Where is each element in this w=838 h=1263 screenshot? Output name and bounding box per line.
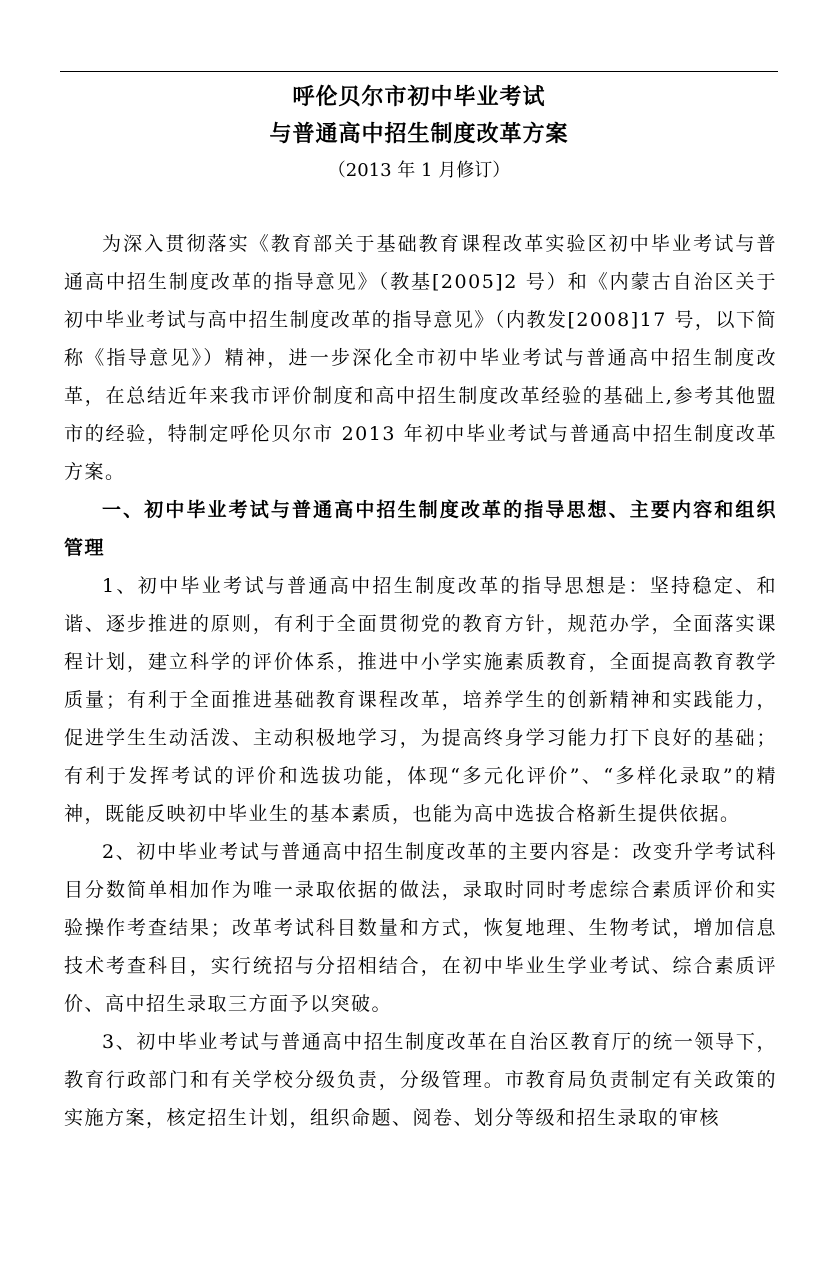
item-1-paragraph: 1、初中毕业考试与普通高中招生制度改革的指导思想是：坚持稳定、和谐、逐步推进的原则，有利于全面贯彻党的教育方针，规范办学，全面落实课程计划，建立科学的评价体系，推进中小学实施素质教育，全面提高教育教学质量；有利于全面推进基础教育课程改革，培养学生的创新精神和实践能力，促进学生生动活泼、主动积极地学习，为提高终身学习能力打下良好的基础；有利于发挥考试的评价和选拔功能，体现“多元化评价”、“多样化录取”的精神，既能反映初中毕业生的基本素质，也能为高中选拔合格新生提供依据。 — [64, 575, 777, 825]
document-title-line-2: 与普通高中招生制度改革方案 — [269, 121, 569, 147]
document-body — [64, 225, 777, 1137]
document-title-line-1: 呼伦贝尔市初中毕业考试 — [292, 84, 546, 110]
item-2-paragraph: 2、初中毕业考试与普通高中招生制度改革的主要内容是：改变升学考试科目分数简单相加作为唯一录取依据的做法，录取时同时考虑综合素质评价和实验操作考查结果；改革考试科目数量和方式，恢复地理、生物考试，增加信息技术考查科目，实行统招与分招相结合，在初中毕业生学业考试、综合素质评价、高中招生录取三方面予以突破。 — [64, 841, 777, 1015]
document-revision-date: （2013 年 1 月修订） — [327, 160, 511, 181]
header-rule — [60, 71, 778, 72]
section-1-heading: 一、初中毕业考试与普通高中招生制度改革的指导思想、主要内容和组织管理 — [64, 499, 777, 559]
intro-paragraph: 为深入贯彻落实《教育部关于基础教育课程改革实验区初中毕业考试与普通高中招生制度改革的指导意见》（教基[2005]2 号）和《内蒙古自治区关于初中毕业考试与高中招生制度改革的指导意见》（内教发[2008]17 号，以下简称《指导意见》）精神，进一步深化全市初中毕业考试与普通高中招生制度改革，在总结近年来我市评价制度和高中招生制度改革经验的基础上,参考其他盟市的经验，特制定呼伦贝尔市 2013 年初中毕业考试与普通高中招生制度改革方案。 — [64, 233, 777, 483]
item-3-paragraph: 3、初中毕业考试与普通高中招生制度改革在自治区教育厅的统一领导下，教育行政部门和有关学校分级负责，分级管理。市教育局负责制定有关政策的实施方案，核定招生计划，组织命题、阅卷、划分等级和招生录取的审核 — [64, 1031, 777, 1129]
